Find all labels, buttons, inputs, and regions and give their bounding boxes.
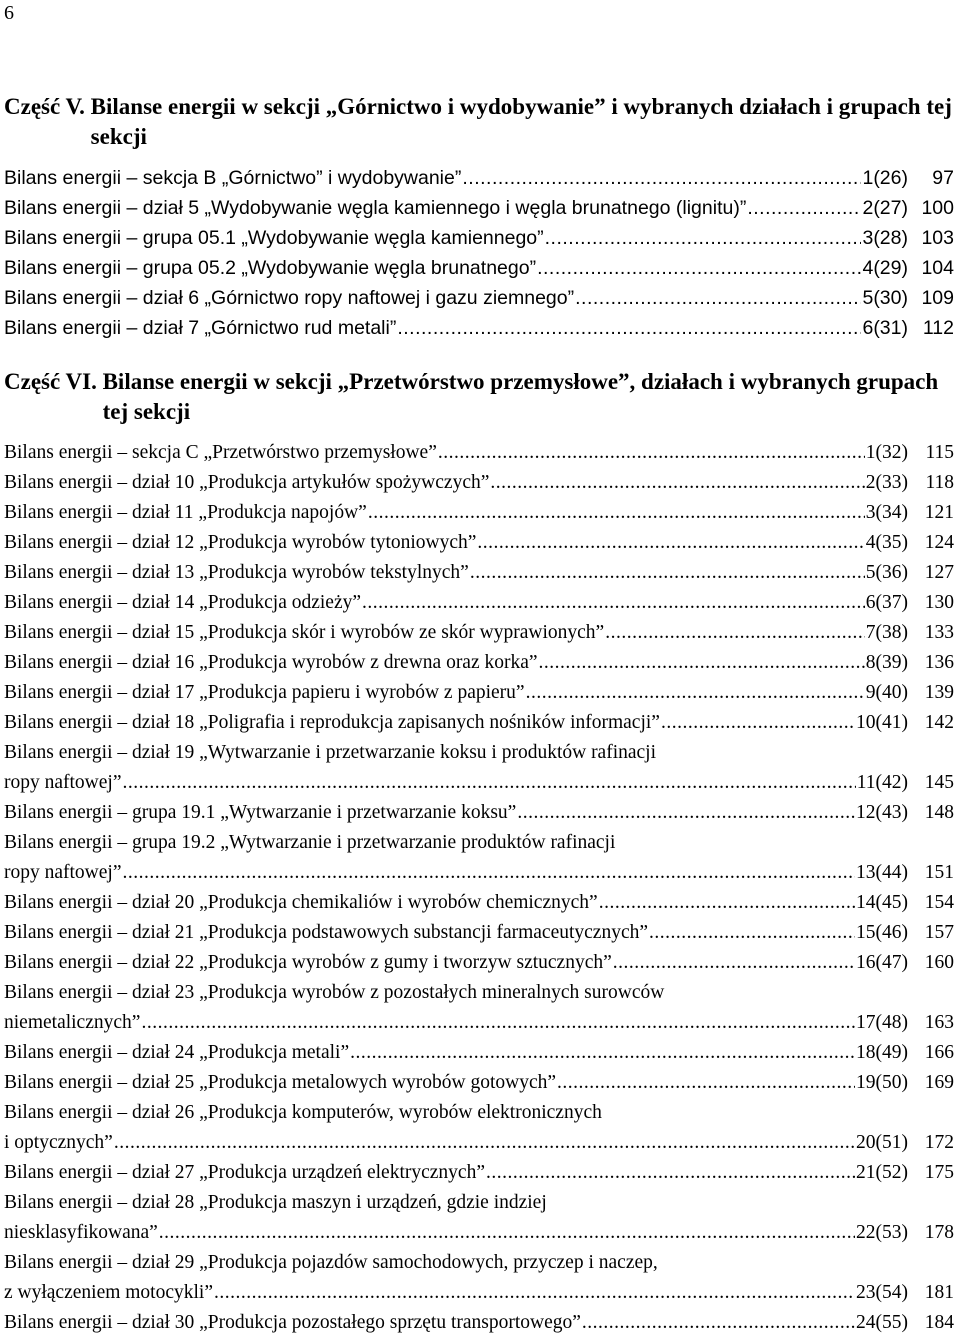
toc-entry-title: Bilans energii – sekcja B „Górnictwo” i wydobywanie” bbox=[4, 167, 462, 189]
toc-entry[interactable] bbox=[4, 1188, 954, 1248]
toc-entry-title: Bilans energii – dział 14 „Produkcja odzieży” bbox=[4, 592, 362, 613]
toc-entry-title: Bilans energii – dział 21 „Produkcja podstawowych substancji farmaceutycznych” bbox=[4, 922, 649, 943]
toc-entry-page-number: 139 bbox=[924, 682, 954, 703]
toc-entry-page-number: 104 bbox=[921, 257, 954, 279]
toc-entry-table-number: 12(43) bbox=[856, 802, 908, 823]
toc-entry-table-number: 4(35) bbox=[865, 532, 908, 553]
toc-entry-page-number: 115 bbox=[925, 442, 954, 463]
dot-leader bbox=[649, 918, 855, 948]
toc-entry[interactable] bbox=[4, 588, 954, 618]
dot-leader bbox=[462, 163, 861, 193]
dot-leader bbox=[438, 438, 865, 468]
dot-leader bbox=[114, 1128, 855, 1158]
toc-entry[interactable] bbox=[4, 648, 954, 678]
toc-entry-table-number: 2(27) bbox=[862, 197, 908, 219]
toc-entry-table-number: 1(26) bbox=[862, 167, 908, 189]
dot-leader bbox=[141, 1008, 855, 1038]
toc-entry-title: Bilans energii – dział 24 „Produkcja metali” bbox=[4, 1042, 350, 1063]
toc-entry-table-number: 5(36) bbox=[865, 562, 908, 583]
section-heading: Bilanse energii w sekcji „Przetwórstwo przemysłowe”, działach i wybranych grupach tej sekcji bbox=[102, 369, 939, 424]
toc-entry[interactable] bbox=[4, 828, 954, 888]
toc-entry-page-number: 172 bbox=[924, 1132, 954, 1153]
toc-entry-title: Bilans energii – dział 30 „Produkcja pozostałego sprzętu transportowego” bbox=[4, 1312, 581, 1333]
dot-leader bbox=[537, 253, 861, 283]
toc-entry-title: Bilans energii – dział 18 „Poligrafia i reprodukcja zapisanych nośników informacji” bbox=[4, 712, 660, 733]
toc-entry-title: Bilans energii – dział 25 „Produkcja metalowych wyrobów gotowych” bbox=[4, 1072, 557, 1093]
section-label: Część V. bbox=[4, 94, 91, 119]
toc-entry-table-number: 24(55) bbox=[856, 1312, 908, 1333]
toc-entry[interactable] bbox=[4, 1038, 954, 1068]
toc-entry[interactable] bbox=[4, 1068, 954, 1098]
toc-entry-page-number: 157 bbox=[924, 922, 954, 943]
toc-entry[interactable] bbox=[4, 1098, 954, 1158]
dot-leader bbox=[214, 1278, 855, 1308]
section-heading: Bilanse energii w sekcji „Górnictwo i wydobywanie” i wybranych działach i grupach tej sekcji bbox=[90, 94, 952, 149]
dot-leader bbox=[613, 948, 855, 978]
toc-entry[interactable] bbox=[4, 798, 954, 828]
toc-entry-page-number: 151 bbox=[924, 862, 954, 883]
toc-entry[interactable] bbox=[4, 1308, 954, 1338]
toc-entry-title: Bilans energii – dział 22 „Produkcja wyrobów z gumy i tworzyw sztucznych” bbox=[4, 952, 612, 973]
dot-leader bbox=[539, 648, 865, 678]
toc-entry-page-number: 121 bbox=[924, 502, 954, 523]
toc-entry-title: Bilans energii – dział 19 „Wytwarzanie i przetwarzanie koksu i produktów rafinacji bbox=[4, 742, 657, 763]
toc-entry-table-number: 11(42) bbox=[856, 772, 908, 793]
section-title bbox=[4, 367, 954, 427]
toc-entry[interactable] bbox=[4, 468, 954, 498]
section-label: Część VI. bbox=[4, 369, 103, 394]
toc-entry-table-number: 6(37) bbox=[865, 592, 908, 613]
toc-entry-table-number: 16(47) bbox=[856, 952, 908, 973]
toc-entry-title: Bilans energii – dział 23 „Produkcja wyrobów z pozostałych mineralnych surowców bbox=[4, 982, 665, 1003]
toc-entry[interactable] bbox=[4, 253, 954, 283]
toc-entry[interactable] bbox=[4, 558, 954, 588]
toc-entry-page-number: 124 bbox=[924, 532, 954, 553]
dot-leader bbox=[605, 618, 865, 648]
toc-entry-table-number: 4(29) bbox=[862, 257, 908, 279]
toc-entry-table-number: 21(52) bbox=[856, 1162, 908, 1183]
toc-entry-title: i optycznych” bbox=[4, 1132, 113, 1153]
dot-leader bbox=[526, 678, 865, 708]
toc-entry-title: Bilans energii – dział 20 „Produkcja chemikaliów i wyrobów chemicznych” bbox=[4, 892, 598, 913]
toc-entry-page-number: 166 bbox=[924, 1042, 954, 1063]
toc-entry-page-number: 109 bbox=[921, 287, 954, 309]
toc-entry-title: Bilans energii – dział 16 „Produkcja wyrobów z drewna oraz korka” bbox=[4, 652, 538, 673]
dot-leader bbox=[575, 283, 861, 313]
toc-entry-title: Bilans energii – dział 7 „Górnictwo rud metali” bbox=[4, 317, 397, 339]
toc-entry[interactable] bbox=[4, 313, 954, 343]
toc-entry-table-number: 13(44) bbox=[856, 862, 908, 883]
toc-entry[interactable] bbox=[4, 678, 954, 708]
toc-entry-page-number: 154 bbox=[924, 892, 954, 913]
toc-entry-table-number: 22(53) bbox=[856, 1222, 908, 1243]
toc-entry-table-number: 1(32) bbox=[865, 442, 908, 463]
dot-leader bbox=[661, 708, 855, 738]
toc-entry[interactable] bbox=[4, 618, 954, 648]
toc-entry[interactable] bbox=[4, 528, 954, 558]
toc-entry-title: ropy naftowej” bbox=[4, 862, 122, 883]
toc-entry-page-number: 130 bbox=[924, 592, 954, 613]
toc-entry[interactable] bbox=[4, 283, 954, 313]
toc-entry-title: niesklasyfikowana” bbox=[4, 1222, 158, 1243]
toc-entry-title: Bilans energii – dział 17 „Produkcja papieru i wyrobów z papieru” bbox=[4, 682, 525, 703]
toc-entry-table-number: 10(41) bbox=[856, 712, 908, 733]
toc-entry-page-number: 97 bbox=[932, 167, 954, 189]
toc-entry[interactable] bbox=[4, 1248, 954, 1308]
toc-entry-table-number: 15(46) bbox=[856, 922, 908, 943]
toc-entry-table-number: 9(40) bbox=[865, 682, 908, 703]
page-number: 6 bbox=[4, 2, 14, 24]
toc-entry-table-number: 3(34) bbox=[865, 502, 908, 523]
toc-entry-title: niemetalicznych” bbox=[4, 1012, 141, 1033]
toc-entry-title: Bilans energii – dział 10 „Produkcja artykułów spożywczych” bbox=[4, 472, 490, 493]
dot-leader bbox=[362, 588, 865, 618]
toc-entry-table-number: 17(48) bbox=[856, 1012, 908, 1033]
toc-entry-page-number: 136 bbox=[924, 652, 954, 673]
dot-leader bbox=[747, 193, 861, 223]
toc-entry-title: Bilans energii – dział 29 „Produkcja pojazdów samochodowych, przyczep i naczep, bbox=[4, 1252, 658, 1273]
toc-entry-page-number: 103 bbox=[921, 227, 954, 249]
toc-entry-page-number: 181 bbox=[924, 1282, 954, 1303]
toc-entry[interactable] bbox=[4, 438, 954, 468]
toc-entry[interactable] bbox=[4, 738, 954, 798]
toc-entry-title: Bilans energii – dział 11 „Produkcja napojów” bbox=[4, 502, 367, 523]
toc-entry-table-number: 6(31) bbox=[862, 317, 908, 339]
dot-leader bbox=[123, 768, 856, 798]
toc-entry-title: Bilans energii – grupa 05.1 „Wydobywanie węgla kamiennego” bbox=[4, 227, 544, 249]
section-part-v bbox=[4, 92, 954, 343]
toc-entry[interactable] bbox=[4, 708, 954, 738]
toc-entry-table-number: 14(45) bbox=[856, 892, 908, 913]
toc-entry[interactable] bbox=[4, 163, 954, 193]
toc-entry[interactable] bbox=[4, 223, 954, 253]
dot-leader bbox=[490, 468, 864, 498]
section-title bbox=[4, 92, 954, 152]
dot-leader bbox=[517, 798, 855, 828]
dot-leader bbox=[557, 1068, 855, 1098]
toc-entry-table-number: 7(38) bbox=[865, 622, 908, 643]
toc-entry[interactable] bbox=[4, 978, 954, 1038]
toc-entry-page-number: 184 bbox=[924, 1312, 954, 1333]
toc-entry-page-number: 118 bbox=[925, 472, 954, 493]
toc-entry[interactable] bbox=[4, 1158, 954, 1188]
toc-entry[interactable] bbox=[4, 948, 954, 978]
toc-entry-title: ropy naftowej” bbox=[4, 772, 122, 793]
toc-entry-title: Bilans energii – dział 15 „Produkcja skór i wyrobów ze skór wyprawionych” bbox=[4, 622, 605, 643]
dot-leader bbox=[350, 1038, 855, 1068]
toc-entry[interactable] bbox=[4, 498, 954, 528]
dot-leader bbox=[159, 1218, 855, 1248]
dot-leader bbox=[397, 313, 861, 343]
toc-entry-title: Bilans energii – dział 12 „Produkcja wyrobów tytoniowych” bbox=[4, 532, 477, 553]
toc-entry-page-number: 100 bbox=[921, 197, 954, 219]
dot-leader bbox=[486, 1158, 855, 1188]
toc-entry-table-number: 23(54) bbox=[856, 1282, 908, 1303]
toc-entry-table-number: 19(50) bbox=[856, 1072, 908, 1093]
toc-entry-page-number: 133 bbox=[924, 622, 954, 643]
dot-leader bbox=[582, 1308, 855, 1338]
toc-entry-title: Bilans energii – dział 6 „Górnictwo ropy naftowej i gazu ziemnego” bbox=[4, 287, 575, 309]
toc-entry-page-number: 169 bbox=[924, 1072, 954, 1093]
toc-entry-page-number: 163 bbox=[924, 1012, 954, 1033]
toc-entry-title: Bilans energii – sekcja C „Przetwórstwo przemysłowe” bbox=[4, 442, 437, 463]
toc-entry-page-number: 175 bbox=[924, 1162, 954, 1183]
toc-entry-page-number: 178 bbox=[924, 1222, 954, 1243]
toc-entry-table-number: 20(51) bbox=[856, 1132, 908, 1153]
toc-entry-title: z wyłączeniem motocykli” bbox=[4, 1282, 213, 1303]
toc-entry-table-number: 5(30) bbox=[862, 287, 908, 309]
toc-entry-page-number: 160 bbox=[924, 952, 954, 973]
toc-entry-title: Bilans energii – dział 26 „Produkcja komputerów, wyrobów elektronicznych bbox=[4, 1102, 602, 1123]
toc-entry-table-number: 8(39) bbox=[865, 652, 908, 673]
toc-entry-title: Bilans energii – dział 27 „Produkcja urządzeń elektrycznych” bbox=[4, 1162, 485, 1183]
dot-leader bbox=[545, 223, 862, 253]
dot-leader bbox=[599, 888, 855, 918]
toc-entry-title: Bilans energii – grupa 19.1 „Wytwarzanie i przetwarzanie koksu” bbox=[4, 802, 517, 823]
toc-entry[interactable] bbox=[4, 918, 954, 948]
toc-entry-page-number: 112 bbox=[922, 317, 954, 339]
toc-entry-page-number: 142 bbox=[924, 712, 954, 733]
toc-entry-page-number: 145 bbox=[924, 772, 954, 793]
section-part-vi bbox=[4, 367, 954, 1338]
toc-entry-page-number: 148 bbox=[924, 802, 954, 823]
toc-entries bbox=[4, 163, 954, 343]
toc-entries bbox=[4, 438, 954, 1338]
toc-entry-title: Bilans energii – grupa 05.2 „Wydobywanie węgla brunatnego” bbox=[4, 257, 537, 279]
dot-leader bbox=[123, 858, 856, 888]
toc-entry-table-number: 18(49) bbox=[856, 1042, 908, 1063]
toc-entry-table-number: 2(33) bbox=[865, 472, 908, 493]
toc-entry[interactable] bbox=[4, 193, 954, 223]
toc-entry-title: Bilans energii – dział 13 „Produkcja wyrobów tekstylnych” bbox=[4, 562, 469, 583]
toc-entry[interactable] bbox=[4, 888, 954, 918]
toc-entry-title: Bilans energii – grupa 19.2 „Wytwarzanie i przetwarzanie produktów rafinacji bbox=[4, 832, 616, 853]
toc-entry-table-number: 3(28) bbox=[862, 227, 908, 249]
toc-entry-page-number: 127 bbox=[924, 562, 954, 583]
dot-leader bbox=[368, 498, 865, 528]
toc-entry-title: Bilans energii – dział 5 „Wydobywanie węgla kamiennego i węgla brunatnego (lignitu)” bbox=[4, 197, 747, 219]
toc-entry-title: Bilans energii – dział 28 „Produkcja maszyn i urządzeń, gdzie indziej bbox=[4, 1192, 547, 1213]
dot-leader bbox=[477, 528, 864, 558]
dot-leader bbox=[470, 558, 865, 588]
